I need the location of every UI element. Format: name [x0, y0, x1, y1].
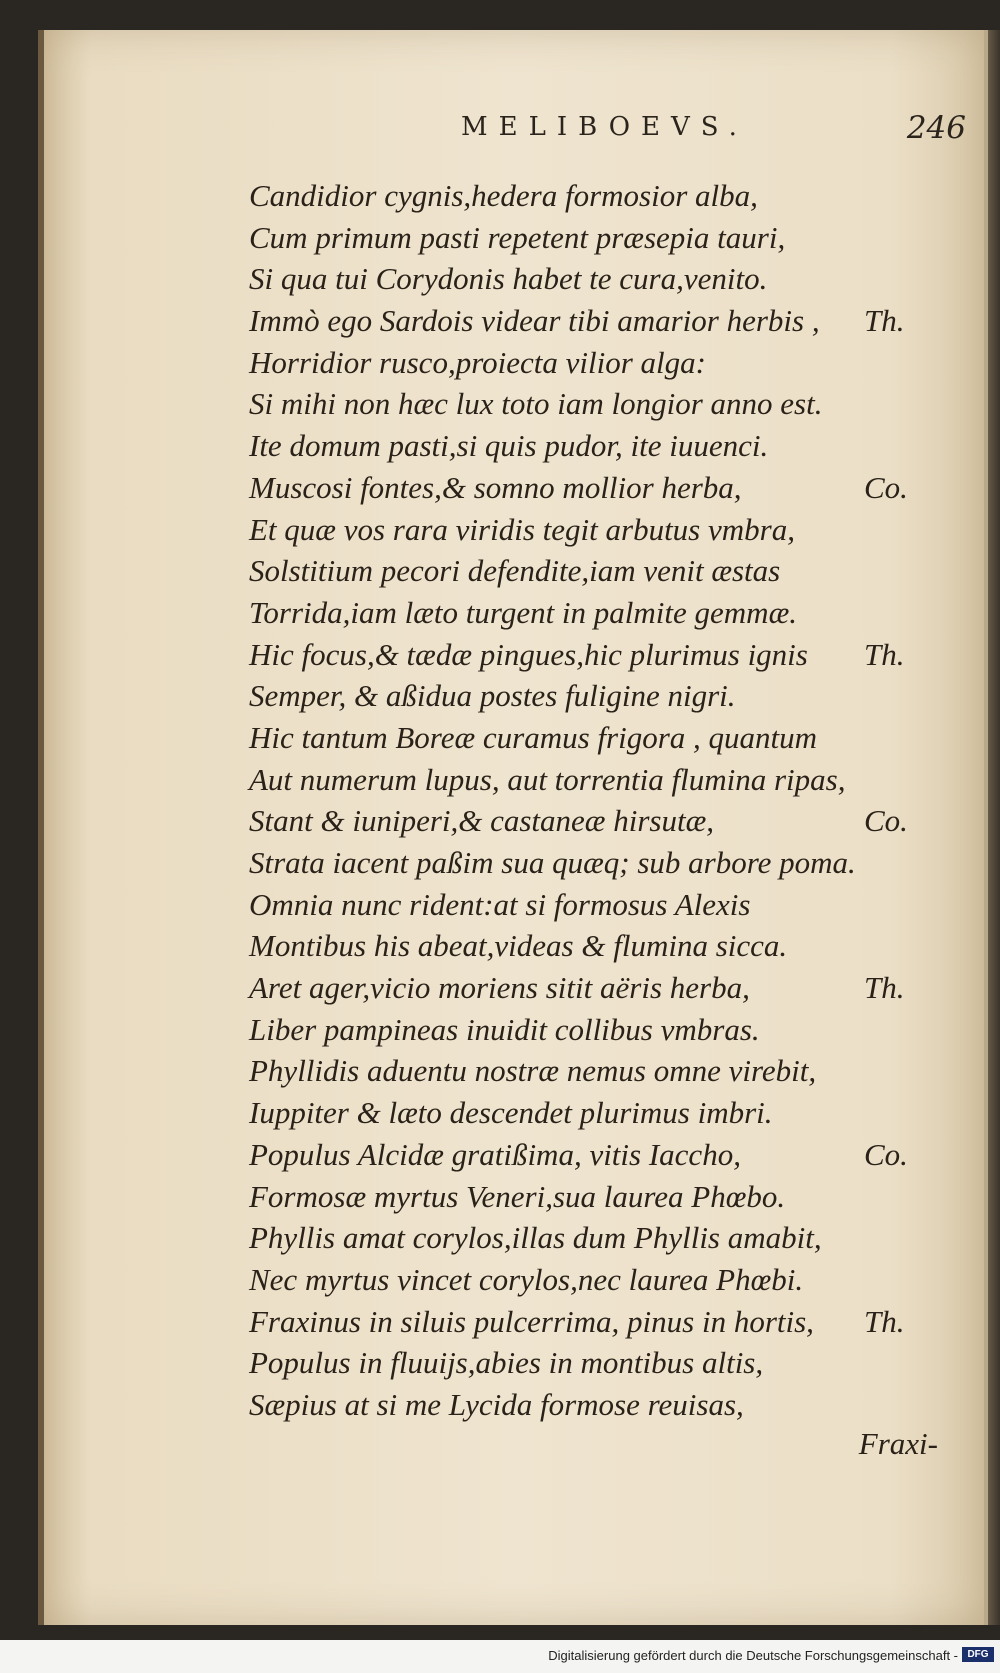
verse-line: [249, 634, 984, 676]
verse-text: Aret ager,vicio moriens sitit aëris herba,: [249, 970, 750, 1006]
verse-line: [249, 258, 984, 300]
verse-text: Liber pampineas inuidit collibus vmbras.: [249, 1011, 760, 1047]
verse-line: [249, 175, 984, 217]
verse-text: Populus Alcidæ gratißima, vitis Iaccho,: [249, 1136, 741, 1172]
catchword: Fraxi-: [858, 1426, 938, 1461]
verse-line: [249, 592, 984, 634]
verse-line: [249, 884, 984, 926]
verse-line: [249, 1050, 984, 1092]
verse-text: Horridior rusco,proiecta vilior alga:: [249, 344, 706, 380]
verse-text: Cum primum pasti repetent præsepia tauri,: [249, 219, 786, 255]
verse-line: [249, 675, 984, 717]
verse-line: [249, 383, 984, 425]
verse-line: [249, 300, 984, 342]
verse-text: Stant & iuniperi,& castaneæ hirsutæ,: [249, 803, 715, 839]
verse-line: [249, 217, 984, 259]
verse-text: Et quæ vos rara viridis tegit arbutus vmbra,: [249, 511, 795, 547]
verse-line: [249, 759, 984, 801]
verse-text: Semper, & aßidua postes fuligine nigri.: [249, 678, 736, 714]
verse-line: [249, 1384, 984, 1426]
verse-text: Omnia nunc rident:at si formosus Alexis: [249, 886, 751, 922]
verse-line: [249, 1176, 984, 1218]
verse-text: Fraxinus in siluis pulcerrima, pinus in hortis,: [249, 1303, 814, 1339]
verse-text: Montibus his abeat,videas & flumina sicca.: [249, 928, 788, 964]
verse-text: Iuppiter & læto descendet plurimus imbri.: [249, 1095, 773, 1131]
funding-note: Digitalisierung gefördert durch die Deutsche Forschungsgemeinschaft -: [548, 1648, 958, 1663]
speaker-label: Co.: [864, 1136, 908, 1172]
verse-line: [249, 1217, 984, 1259]
speaker-label: Th.: [864, 636, 905, 672]
verse-line: [249, 1009, 984, 1051]
verse-line: [249, 550, 984, 592]
verse-text: Strata iacent paßim sua quæq; sub arbore poma.: [249, 845, 856, 880]
speaker-label: Th.: [864, 303, 905, 339]
book-page: [38, 30, 988, 1625]
dfg-logo-icon: DFG: [962, 1647, 994, 1662]
speaker-label: Co.: [864, 469, 908, 505]
verse-line: [249, 342, 984, 384]
verse-text: Si qua tui Corydonis habet te cura,venito.: [249, 261, 768, 297]
verse-line: [249, 800, 984, 842]
verse-text: Nec myrtus vincet corylos,nec laurea Phœbi.: [249, 1261, 804, 1297]
verse-line: [249, 967, 984, 1009]
verse-text: Phyllidis aduentu nostræ nemus omne virebit,: [249, 1053, 817, 1089]
verse-text: Aut numerum lupus, aut torrentia flumina ripas,: [249, 761, 846, 797]
verse-line: [249, 1134, 984, 1176]
verse-line: [249, 925, 984, 967]
verse-line: [249, 842, 984, 884]
footer-bar: [0, 1640, 1000, 1673]
verse-line: [249, 1301, 984, 1343]
verse-text: Muscosi fontes,& somno mollior herba,: [249, 469, 742, 505]
speaker-label: Th.: [864, 1303, 905, 1339]
verse-text: Candidior cygnis,hedera formosior alba,: [249, 178, 758, 213]
verse-text: Torrida,iam læto turgent in palmite gemmæ.: [249, 594, 797, 630]
verse-text: Solstitium pecori defendite,iam venit æstas: [249, 553, 781, 589]
verse-text: Sæpius at si me Lycida formose reuisas,: [249, 1386, 744, 1422]
page-header: [44, 112, 984, 152]
verse-text: Si mihi non hæc lux toto iam longior anno est.: [249, 386, 823, 422]
verse-line: [249, 467, 984, 509]
verse-block: [249, 175, 984, 1426]
verse-line: [249, 509, 984, 551]
verse-text: Populus in fluuijs,abies in montibus altis,: [249, 1345, 764, 1381]
verse-text: Formosæ myrtus Veneri,sua laurea Phœbo.: [249, 1178, 786, 1214]
verse-text: Hic focus,& tædæ pingues,hic plurimus ignis: [249, 636, 808, 672]
verse-text: Phyllis amat corylos,illas dum Phyllis amabit,: [249, 1220, 822, 1256]
verse-line: [249, 425, 984, 467]
speaker-label: Th.: [864, 970, 905, 1006]
verse-line: [249, 1092, 984, 1134]
verse-text: Immò ego Sardois videar tibi amarior herbis ,: [249, 303, 820, 339]
speaker-label: Co.: [864, 803, 908, 839]
verse-text: Ite domum pasti,si quis pudor, ite iuuenci.: [249, 428, 769, 464]
page-number: 246: [906, 110, 966, 146]
running-head: MELIBOEVS.: [461, 112, 748, 142]
verse-line: [249, 1342, 984, 1384]
verse-line: [249, 717, 984, 759]
verse-text: Hic tantum Boreæ curamus frigora , quantum: [249, 719, 818, 755]
verse-line: [249, 1259, 984, 1301]
